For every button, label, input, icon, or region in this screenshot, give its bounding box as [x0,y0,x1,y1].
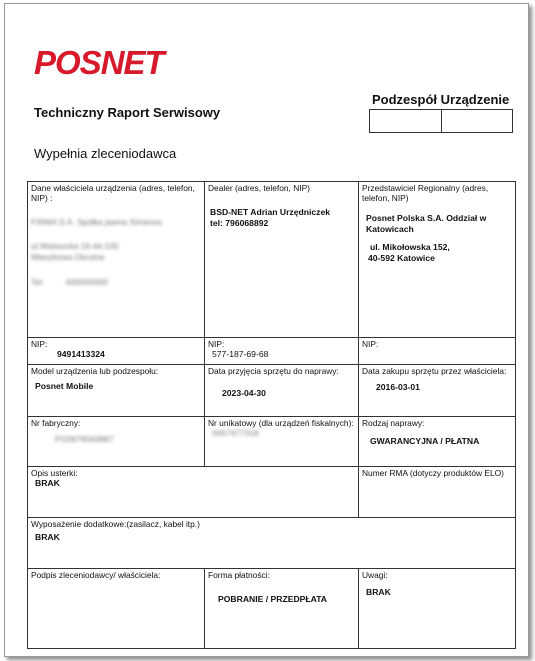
received-date-cell [205,365,359,417]
repair-type-cell [359,417,516,467]
unique-number-label: Nr unikatowy (dla urządzeń fiskalnych): [208,418,354,428]
nip-dealer-label: NIP: [208,339,225,349]
owner-label: Dane właściciela urządzenia (adres, telefon, NIP) : [31,183,195,203]
owner-address: ul.Wieloocka 16 44-100 Mieszkowa Okrutne [31,241,119,262]
nip-owner-value: 9491413324 [57,349,105,359]
regional-label: Przedstawiciel Regionalny (adres, telefon, NIP) [362,183,489,203]
dealer-tel: tel: 796068892 [210,218,269,228]
nip-dealer-value: 577-187-69-68 [212,349,269,359]
unique-number-value: 0057477318 [212,428,259,438]
purchase-date-label: Data zakupu sprzętu przez właściciela: [362,366,507,376]
unique-number-cell [205,417,359,467]
signature-label: Podpis zleceniodawcy/ właściciela: [31,570,161,580]
fault-description-cell [28,467,359,518]
accessories-label: Wyposażenie dodatkowe:(zasilacz, kabel itp.) [31,519,200,529]
serial-value: PO0676043867 [55,434,114,444]
rma-label: Numer RMA (dotyczy produktów ELO) [362,468,504,478]
model-cell [28,365,205,417]
nip-dealer-cell [205,338,359,365]
payment-method-label: Forma płatności: [208,570,270,580]
dealer-name: BSD-NET Adrian Urzędniczek [210,207,331,217]
subsystem-label: Podzespół Urządzenie [372,92,510,107]
payment-method-cell [205,569,359,649]
accessories-value: BRAK [35,532,60,542]
nip-regional-label: NIP: [362,339,379,349]
repair-type-label: Rodzaj naprawy: [362,418,425,428]
owner-tel-value: 600000000 [66,277,108,287]
service-form-table [27,181,516,649]
model-label: Model urządzenia lub podzespołu: [31,366,159,376]
regional-street: ul. Mikołowska 152, [370,242,450,252]
serial-cell [28,417,205,467]
nip-owner-label: NIP: [31,339,48,349]
signature-cell [28,569,205,649]
payment-method-value: POBRANIE / PRZEDPŁATA [218,594,328,604]
regional-name: Posnet Polska S.A. Oddział w Katowicach [366,213,487,234]
repair-type-value: GWARANCYJNA / PŁATNA [370,436,480,446]
purchase-date-value: 2016-03-01 [376,382,420,392]
dealer-label: Dealer (adres, telefon, NIP) [208,183,310,193]
model-value: Posnet Mobile [35,381,94,391]
purchase-date-cell [359,365,516,417]
notes-value: BRAK [366,587,391,597]
serial-label: Nr fabryczny: [31,418,81,428]
received-date-label: Data przyjęcia sprzętu do naprawy: [208,366,339,376]
subsystem-box [369,109,513,133]
dealer-cell [205,182,359,338]
posnet-logo [34,44,194,78]
owner-name: FIRMA S.A. Spółka jawna Ximenes [31,217,162,227]
received-date-value: 2023-04-30 [222,388,266,398]
posnet-logo-text: POSNET [34,44,164,78]
filled-by-label: Wypełnia zleceniodawca [34,146,177,161]
regional-cell [359,182,516,338]
notes-cell [359,569,516,649]
notes-label: Uwagi: [362,570,388,580]
report-title: Techniczny Raport Serwisowy [34,105,221,120]
subsystem-cell[interactable] [370,110,442,132]
fault-description-label: Opis usterki: [31,468,78,478]
owner-cell [28,182,205,338]
accessories-cell [28,518,516,569]
rma-cell [359,467,516,518]
owner-tel-label: Tel: [31,277,45,287]
device-cell[interactable] [442,110,513,132]
regional-city: 40-592 Katowice [368,253,435,263]
nip-owner-cell [28,338,205,365]
nip-regional-cell [359,338,516,365]
fault-description-value: BRAK [35,478,60,488]
